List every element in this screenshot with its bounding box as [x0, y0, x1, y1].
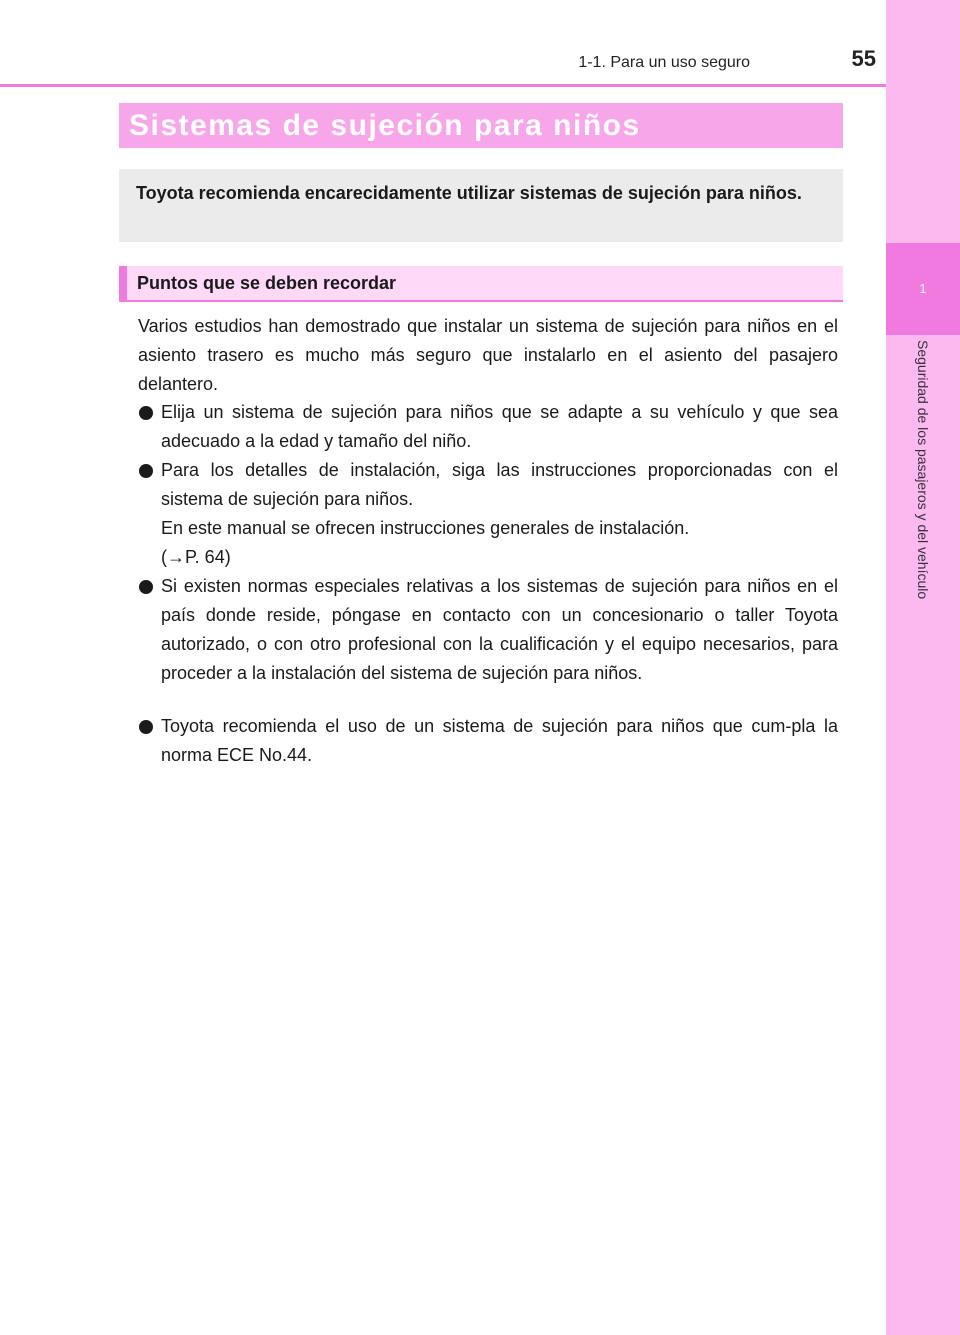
- list-item-body: Para los detalles de instalación, siga las instrucciones proporcionadas con el sistema de sujeción para niños.: [161, 460, 838, 509]
- page-title: Sistemas de sujeción para niños: [129, 109, 641, 142]
- subheading-accent: [119, 266, 127, 300]
- header-divider: [0, 84, 886, 87]
- intro-text: Toyota recomienda encarecidamente utilizar sistemas de sujeción para niños.: [136, 183, 802, 203]
- subheading-bar: [119, 266, 843, 302]
- body-paragraph: Varios estudios han demostrado que instalar un sistema de sujeción para niños en el asiento trasero es mucho más seguro que instalarlo en el asiento del pasajero delantero.: [138, 316, 838, 394]
- chapter-number: 1: [919, 281, 927, 296]
- chapter-number-tab: [886, 243, 960, 335]
- page-reference-link[interactable]: (→P. 64): [161, 547, 231, 567]
- list-item-body: Toyota recomienda el uso de un sistema de sujeción para niños que cum-pla la norma ECE No.44.: [161, 716, 838, 765]
- title-banner: [119, 103, 843, 148]
- list-item-body: Si existen normas especiales relativas a los sistemas de sujeción para niños en el país donde reside, póngase en contacto con un concesionario o taller Toyota autorizado, o con otro profesional con la cualificación y el equipo necesarios, para proceder a la instalación del sistema de sujeción para niños.: [161, 576, 838, 683]
- list-item-text: [161, 456, 838, 572]
- bullet-icon: [139, 580, 153, 594]
- page-number: 55: [851, 46, 876, 71]
- list-item-text: [161, 398, 838, 456]
- intro-box: [119, 169, 843, 242]
- bullet-icon: [139, 464, 153, 478]
- subheading: Puntos que se deben recordar: [137, 273, 397, 293]
- section-reference: 1-1. Para un uso seguro: [578, 54, 750, 71]
- list-item-text: [161, 712, 838, 770]
- bullet-icon: [139, 406, 153, 420]
- chapter-title: Seguridad de los pasajeros y del vehículo: [915, 340, 931, 600]
- bullet-icon: [139, 720, 153, 734]
- chapter-sidebar: [886, 0, 960, 1335]
- list-item-text: [161, 572, 838, 688]
- list-item-body: Elija un sistema de sujeción para niños que se adapte a su vehículo y que sea adecuado a la edad y tamaño del niño.: [161, 402, 838, 451]
- list-item-extra: En este manual se ofrecen instrucciones generales de instalación.: [161, 518, 690, 538]
